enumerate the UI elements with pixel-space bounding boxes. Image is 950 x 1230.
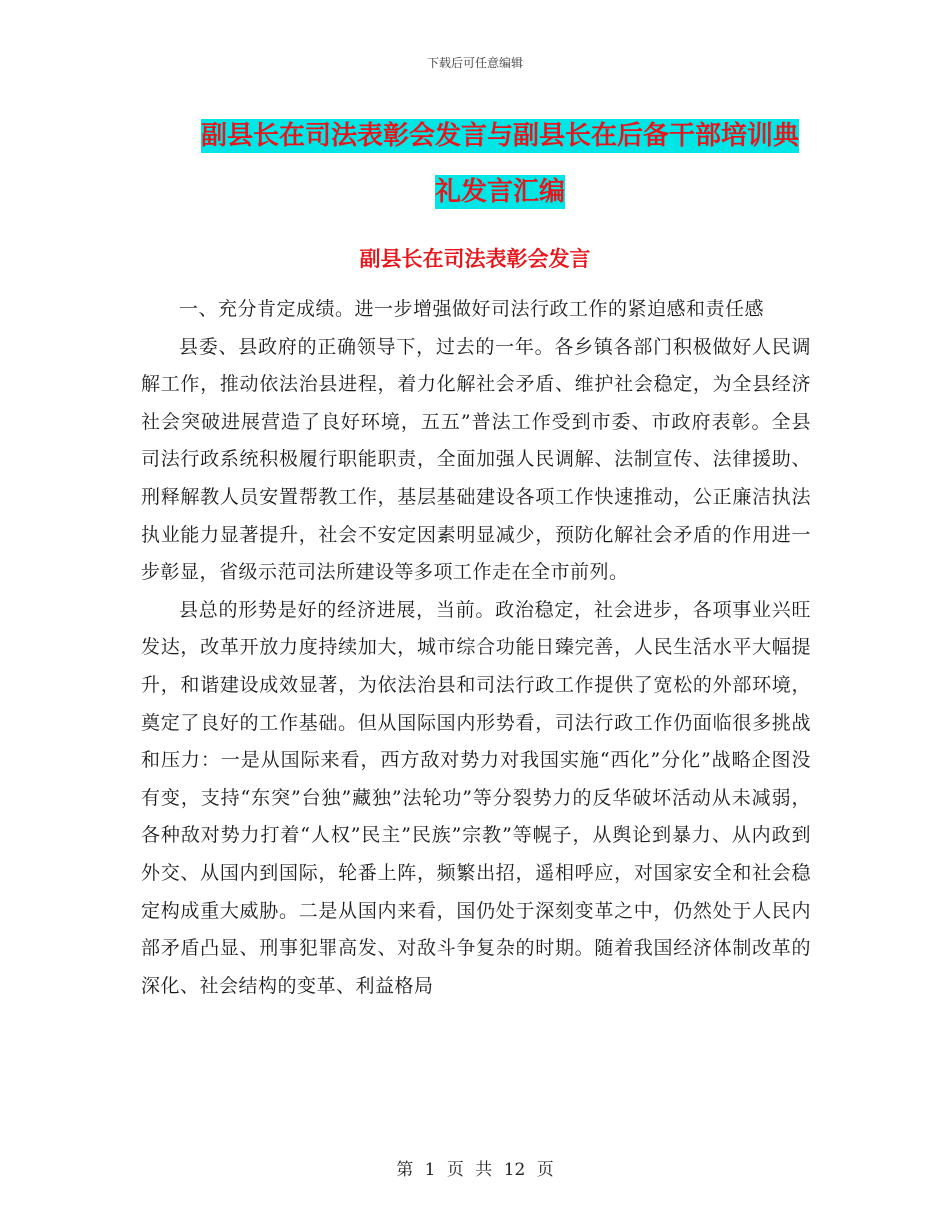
page-number: 第 1 页 共 12 页 — [396, 1160, 554, 1180]
paragraph: 县委、县政府的正确领导下，过去的一年。各乡镇各部门积极做好人民调解工作，推动依法治县进程，着力化解社会矛盾、维护社会稳定，为全县经济社会突破进展营造了良好环境，五五”普法工作受到市委、市政府表彰。全县司法行政系统积极履行职能职责，全面加强人民调解、法制宣传、法律援助、刑释解教人员安置帮教工作，基层基础建设各项工作快速推动，公正廉洁执法执业能力显著提升，社会不安定因素明显减少，预防化解社会矛盾的作用进一步彰显，省级示范司法所建设等多项工作走在全市前列。 — [141, 335, 811, 584]
paragraph: 县总的形势是好的经济进展，当前。政治稳定，社会进步，各项事业兴旺发达，改革开放力度持续加大，城市综合功能日臻完善，人民生活水平大幅提升，和谐建设成效显著，为依法治县和司法行政工作提供了宽松的外部环境，奠定了良好的工作基础。但从国际国内形势看，司法行政工作仍面临很多挑战和压力：一是从国际来看，西方敌对势力对我国实施“西化”分化”战略企图没有变，支持“东突”台独”藏独”法轮功”等分裂势力的反华破坏活动从未减弱，各种敌对势力打着“人权”民主”民族”宗教”等幌子，从舆论到暴力、从内政到外交、从国内到国际，轮番上阵，频繁出招，遥相呼应，对国家安全和社会稳定构成重大威胁。二是从国内来看，国仍处于深刻变革之中，仍然处于人民内部矛盾凸显、刑事犯罪高发、对敌斗争复杂的时期。随着我国经济体制改革的深化、社会结构的变革、利益格局 — [141, 598, 811, 997]
document-title-line-1: 副县长在司法表彰会发言与副县长在后备干部培训典 — [200, 121, 799, 151]
paragraph: 一、充分肯定成绩。进一步增强做好司法行政工作的紧迫感和责任感 — [179, 298, 765, 320]
document-title-line-2: 礼发言汇编 — [434, 177, 565, 207]
header-note: 下载后可任意编辑 — [426, 56, 523, 70]
document-body — [141, 291, 811, 1005]
section-title: 副县长在司法表彰会发言 — [359, 246, 591, 271]
document-title — [150, 108, 850, 220]
